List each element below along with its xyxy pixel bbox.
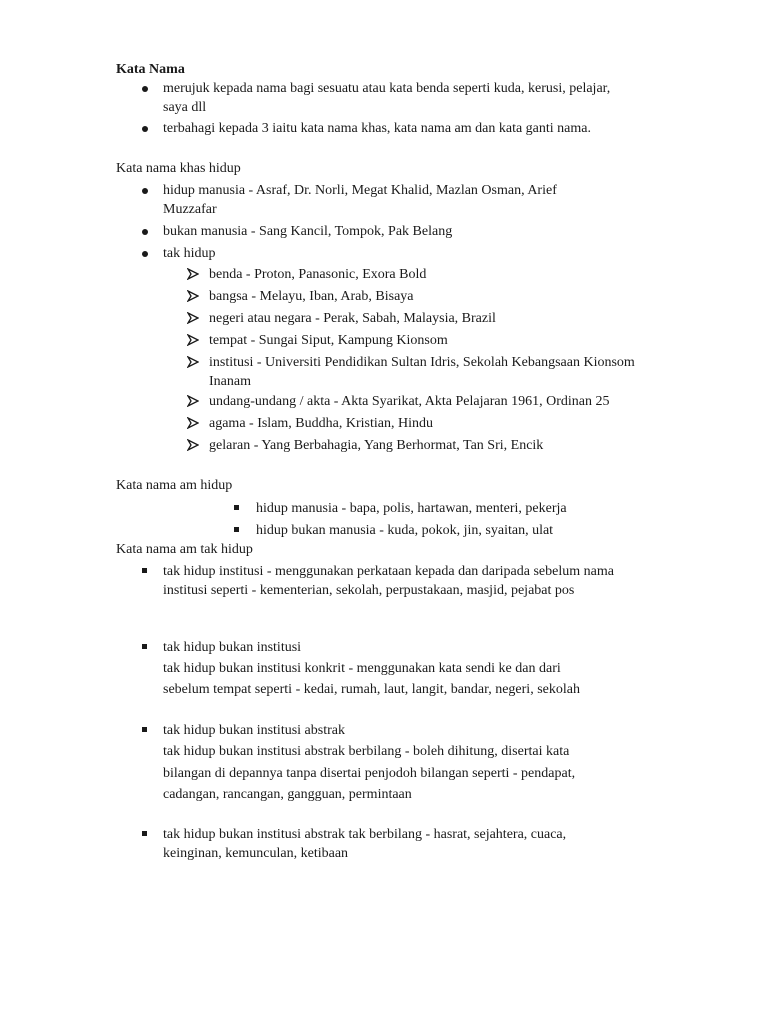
disc-bullet-icon [142, 126, 148, 132]
list-item-detail: sebelum tempat seperti - kedai, rumah, laut, langit, bandar, negeri, sekolah [163, 682, 580, 697]
arrow-bullet-icon [187, 290, 199, 302]
section-title-kata-nama: Kata Nama [116, 62, 185, 77]
arrow-bullet-icon [187, 312, 199, 324]
sub-list-item: benda - Proton, Panasonic, Exora Bold [209, 267, 427, 282]
square-bullet-icon [234, 527, 239, 532]
sub-list-item: undang-undang / akta - Akta Syarikat, Akta Pelajaran 1961, Ordinan 25 [209, 394, 610, 409]
arrow-bullet-icon [187, 417, 199, 429]
list-item: merujuk kepada nama bagi sesuatu atau kata benda seperti kuda, kerusi, pelajar, saya dll [163, 81, 611, 115]
list-item: tak hidup [163, 246, 216, 261]
list-item: bukan manusia - Sang Kancil, Tompok, Pak Belang [163, 224, 453, 239]
disc-bullet-icon [142, 188, 148, 194]
arrow-bullet-icon [187, 439, 199, 451]
disc-bullet-icon [142, 251, 148, 257]
arrow-bullet-icon [187, 268, 199, 280]
list-item-detail: tak hidup bukan institusi abstrak berbilang - boleh dihitung, disertai kata [163, 744, 570, 759]
sub-list-item: negeri atau negara - Perak, Sabah, Malaysia, Brazil [209, 311, 496, 326]
section-title-am-tak-hidup: Kata nama am tak hidup [116, 542, 253, 557]
sub-list-item: tempat - Sungai Siput, Kampung Kionsom [209, 333, 448, 348]
list-item: terbahagi kepada 3 iaitu kata nama khas, kata nama am dan kata ganti nama. [163, 121, 591, 136]
list-item-detail: cadangan, rancangan, gangguan, permintaan [163, 787, 412, 802]
square-bullet-icon [142, 727, 147, 732]
list-item: hidup manusia - Asraf, Dr. Norli, Megat Khalid, Mazlan Osman, Arief Muzzafar [163, 183, 557, 217]
sub-list-item: institusi - Universiti Pendidikan Sultan Idris, Sekolah Kebangsaan Kionsom Inanam [209, 355, 635, 389]
disc-bullet-icon [142, 229, 148, 235]
sub-list-item: bangsa - Melayu, Iban, Arab, Bisaya [209, 289, 414, 304]
list-item-detail: bilangan di depannya tanpa disertai penjodoh bilangan seperti - pendapat, [163, 766, 576, 781]
square-bullet-icon [142, 831, 147, 836]
sub-list-item: agama - Islam, Buddha, Kristian, Hindu [209, 416, 433, 431]
list-item: tak hidup bukan institusi abstrak [163, 723, 345, 738]
arrow-bullet-icon [187, 356, 199, 368]
section-title-khas-hidup: Kata nama khas hidup [116, 161, 241, 176]
list-item-detail: tak hidup bukan institusi konkrit - menggunakan kata sendi ke dan dari [163, 661, 561, 676]
arrow-bullet-icon [187, 334, 199, 346]
list-item: tak hidup bukan institusi abstrak tak berbilang - hasrat, sejahtera, cuaca, keinginan, kemunculan, ketibaan [163, 827, 567, 861]
list-item: tak hidup institusi - menggunakan perkataan kepada dan daripada sebelum nama institusi seperti - kementerian, sekolah, perpustakaan, masjid, pejabat pos [163, 564, 614, 598]
section-title-am-hidup: Kata nama am hidup [116, 478, 233, 493]
square-bullet-icon [142, 644, 147, 649]
sub-list-item: gelaran - Yang Berbahagia, Yang Berhormat, Tan Sri, Encik [209, 438, 544, 453]
disc-bullet-icon [142, 86, 148, 92]
square-bullet-icon [142, 568, 147, 573]
arrow-bullet-icon [187, 395, 199, 407]
list-item: hidup manusia - bapa, polis, hartawan, menteri, pekerja [256, 501, 567, 516]
list-item: tak hidup bukan institusi [163, 640, 302, 655]
list-item: hidup bukan manusia - kuda, pokok, jin, syaitan, ulat [256, 523, 554, 538]
square-bullet-icon [234, 505, 239, 510]
